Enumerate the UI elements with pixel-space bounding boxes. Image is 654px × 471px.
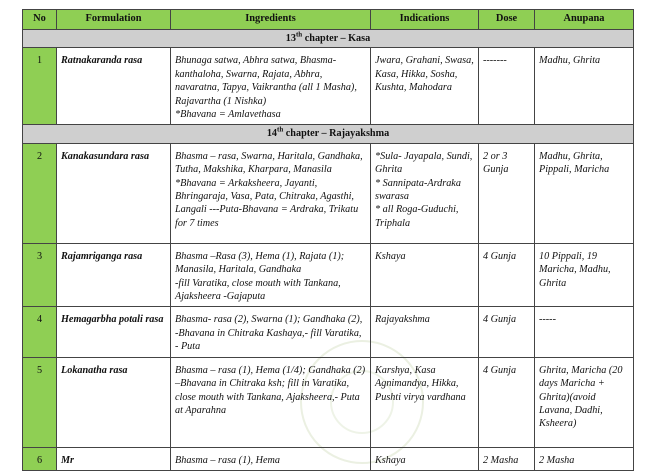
section-row-14 xyxy=(23,125,634,143)
anupana-cell: 2 Masha xyxy=(535,447,634,470)
dose-cell: 4 Gunja xyxy=(479,357,535,447)
header-anupana: Anupana xyxy=(535,10,634,30)
anupana-cell: ----- xyxy=(535,307,634,357)
formulation-name: Rajamriganga rasa xyxy=(57,243,171,307)
row-number: 3 xyxy=(23,243,57,307)
formulation-name: Kanakasundara rasa xyxy=(57,143,171,243)
header-dose: Dose xyxy=(479,10,535,30)
ingredients-cell: Bhasma- rasa (2), Swarna (1); Gandhaka (2), -Bhavana in Chitraka Kashaya,- fill Varatika, - Puta xyxy=(171,307,371,357)
indications-cell: Jwara, Grahani, Swasa, Kasa, Hikka, Sosha, Kushta, Mahodara xyxy=(371,48,479,125)
ingredients-cell: Bhasma – rasa, Swarna, Haritala, Gandhaka, Tutha, Makshika, Kharpara, Manasila *Bhavana = Arkaksheera, Jayanti, Bhringaraja, Vasa, Pata, Chitraka, Agasthi, Langali ---Puta-Bhavana = Ardraka, Trikatu for 7 times xyxy=(171,143,371,243)
indications-cell: *Sula- Jayapala, Sundi, Ghrita * Sannipata-Ardraka swarasa * all Roga-Guduchi, Triphala xyxy=(371,143,479,243)
indications-cell: Karshya, Kasa Agnimandya, Hikka, Pushti virya vardhana xyxy=(371,357,479,447)
row-number: 4 xyxy=(23,307,57,357)
dose-cell: 2 or 3 Gunja xyxy=(479,143,535,243)
dose-cell: 4 Gunja xyxy=(479,307,535,357)
table-row xyxy=(23,307,634,357)
formulation-name: Mr xyxy=(57,447,171,470)
ingredients-cell: Bhunaga satwa, Abhra satwa, Bhasma-kanthaloha, Swarna, Rajata, Abhra, navaratna, Tapya, Vaikrantha (all 1 Masha), Rajavartha (1 Nishka) *Bhavana = Amlavethasa xyxy=(171,48,371,125)
indications-cell: Rajayakshma xyxy=(371,307,479,357)
formulation-name: Ratnakaranda rasa xyxy=(57,48,171,125)
table-row xyxy=(23,48,634,125)
table-row xyxy=(23,243,634,307)
anupana-cell: Madhu, Ghrita, Pippali, Maricha xyxy=(535,143,634,243)
formulation-name: Lokanatha rasa xyxy=(57,357,171,447)
indications-cell: Kshaya xyxy=(371,243,479,307)
formulation-name: Hemagarbha potali rasa xyxy=(57,307,171,357)
row-number: 2 xyxy=(23,143,57,243)
anupana-cell: 10 Pippali, 19 Maricha, Madhu, Ghrita xyxy=(535,243,634,307)
section-title-13: 13th chapter – Kasa xyxy=(23,30,634,48)
row-number: 1 xyxy=(23,48,57,125)
ingredients-cell: Bhasma – rasa (1), Hema xyxy=(171,447,371,470)
anupana-cell: Ghrita, Maricha (20 days Maricha + Ghrita)(avoid Lavana, Dadhi, Ksheera) xyxy=(535,357,634,447)
indications-cell: Kshaya xyxy=(371,447,479,470)
dose-cell: ------- xyxy=(479,48,535,125)
dose-cell: 4 Gunja xyxy=(479,243,535,307)
dose-cell: 2 Masha xyxy=(479,447,535,470)
formulation-table xyxy=(22,9,634,471)
anupana-cell: Madhu, Ghrita xyxy=(535,48,634,125)
header-row xyxy=(23,10,634,30)
header-formulation: Formulation xyxy=(57,10,171,30)
header-ingredients: Ingredients xyxy=(171,10,371,30)
section-row-13 xyxy=(23,30,634,48)
row-number: 5 xyxy=(23,357,57,447)
row-number: 6 xyxy=(23,447,57,470)
ingredients-cell: Bhasma – rasa (1), Hema (1/4); Gandhaka (2) –Bhavana in Chitraka ksh; fill in Varatika, close mouth with Tankana, Ajaksheera,- Puta at Aparahna xyxy=(171,357,371,447)
table-row xyxy=(23,357,634,447)
section-title-14: 14th chapter – Rajayakshma xyxy=(23,125,634,143)
header-no: No xyxy=(23,10,57,30)
table-row xyxy=(23,143,634,243)
header-indications: Indications xyxy=(371,10,479,30)
table-row-partial xyxy=(23,447,634,470)
ingredients-cell: Bhasma –Rasa (3), Hema (1), Rajata (1); Manasila, Haritala, Gandhaka -fill Varatika, close mouth with Tankana, Ajaksheera -Gajaputa xyxy=(171,243,371,307)
